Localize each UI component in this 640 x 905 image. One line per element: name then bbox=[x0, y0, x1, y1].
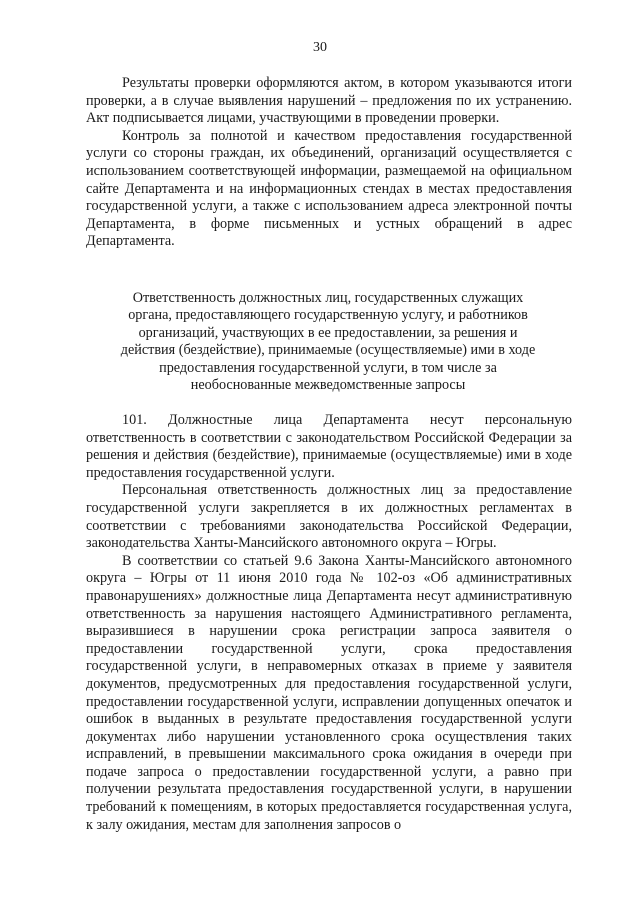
section-heading: Ответственность должностных лиц, государственных служащих органа, предоставляющего государственную услугу, и работников организаций, участвующих в ее предоставлении, за решения и действия (бездействие), принимаемые (осуществляемые) ими в ходе предоставления государственной услуги, в том числе за необоснованные межведомственные запросы bbox=[120, 290, 536, 394]
page-number: 30 bbox=[313, 40, 327, 55]
paragraph-inspection-results: Результаты проверки оформляются актом, в котором указываются итоги проверки, а в случае выявления нарушений – предложения по их устранению. Акт подписывается лицами, участвующими в проведении проверки. bbox=[86, 75, 572, 127]
paragraph-administrative-responsibility: В соответствии со статьей 9.6 Закона Ханты-Мансийского автономного округа – Югры от 11 июня 2010 года № 102-оз «Об административных правонарушениях» должностные лица Департамента несут административную ответственность за нарушения настоящего Административного регламента, выразившиеся в нарушении срока регистрации запроса заявителя о предоставлении государственной услуги, срока предоставления государственной услуги, в неправомерных отказах в приеме у заявителя документов, предусмотренных для предоставления государственной услуги, предоставлении государственной услуги, исправлении допущенных опечаток и ошибок в выданных в результате предоставления государственной услуги документах либо нарушении установленного срока осуществления таких исправлений, в превышении максимального срока ожидания в очереди при подаче запроса о предоставлении государственной услуги, а равно при получении результата предоставления государственной услуги, в нарушении требований к помещениям, в которых предоставляется государственная услуга, к залу ожидания, местам для заполнения запросов о bbox=[86, 552, 572, 833]
paragraph-personal-responsibility: Персональная ответственность должностных лиц за предоставление государственной услуги закрепляется в их должностных регламентах в соответствии с требованиями законодательства Российской Федерации, законодательства Ханты-Мансийского автономного округа – Югры. bbox=[86, 482, 572, 552]
top-text-block bbox=[86, 75, 572, 251]
paragraph-101-responsibility: 101. Должностные лица Департамента несут персональную ответственность в соответствии с законодательством Российской Федерации за решения и действия (бездействие), принимаемые (осуществляемые) ими в ходе предоставления государственной услуги. bbox=[86, 412, 572, 481]
bottom-text-block bbox=[86, 412, 572, 834]
paragraph-citizen-control: Контроль за полнотой и качеством предоставления государственной услуги со стороны граждан, их объединений, организаций осуществляется с использованием соответствующей информации, размещаемой на официальном сайте Департамента и на информационных стендах в местах предоставления государственной услуги, а также с использованием адреса электронной почты Департамента, в форме письменных и устных обращений в адрес Департамента. bbox=[86, 127, 572, 250]
